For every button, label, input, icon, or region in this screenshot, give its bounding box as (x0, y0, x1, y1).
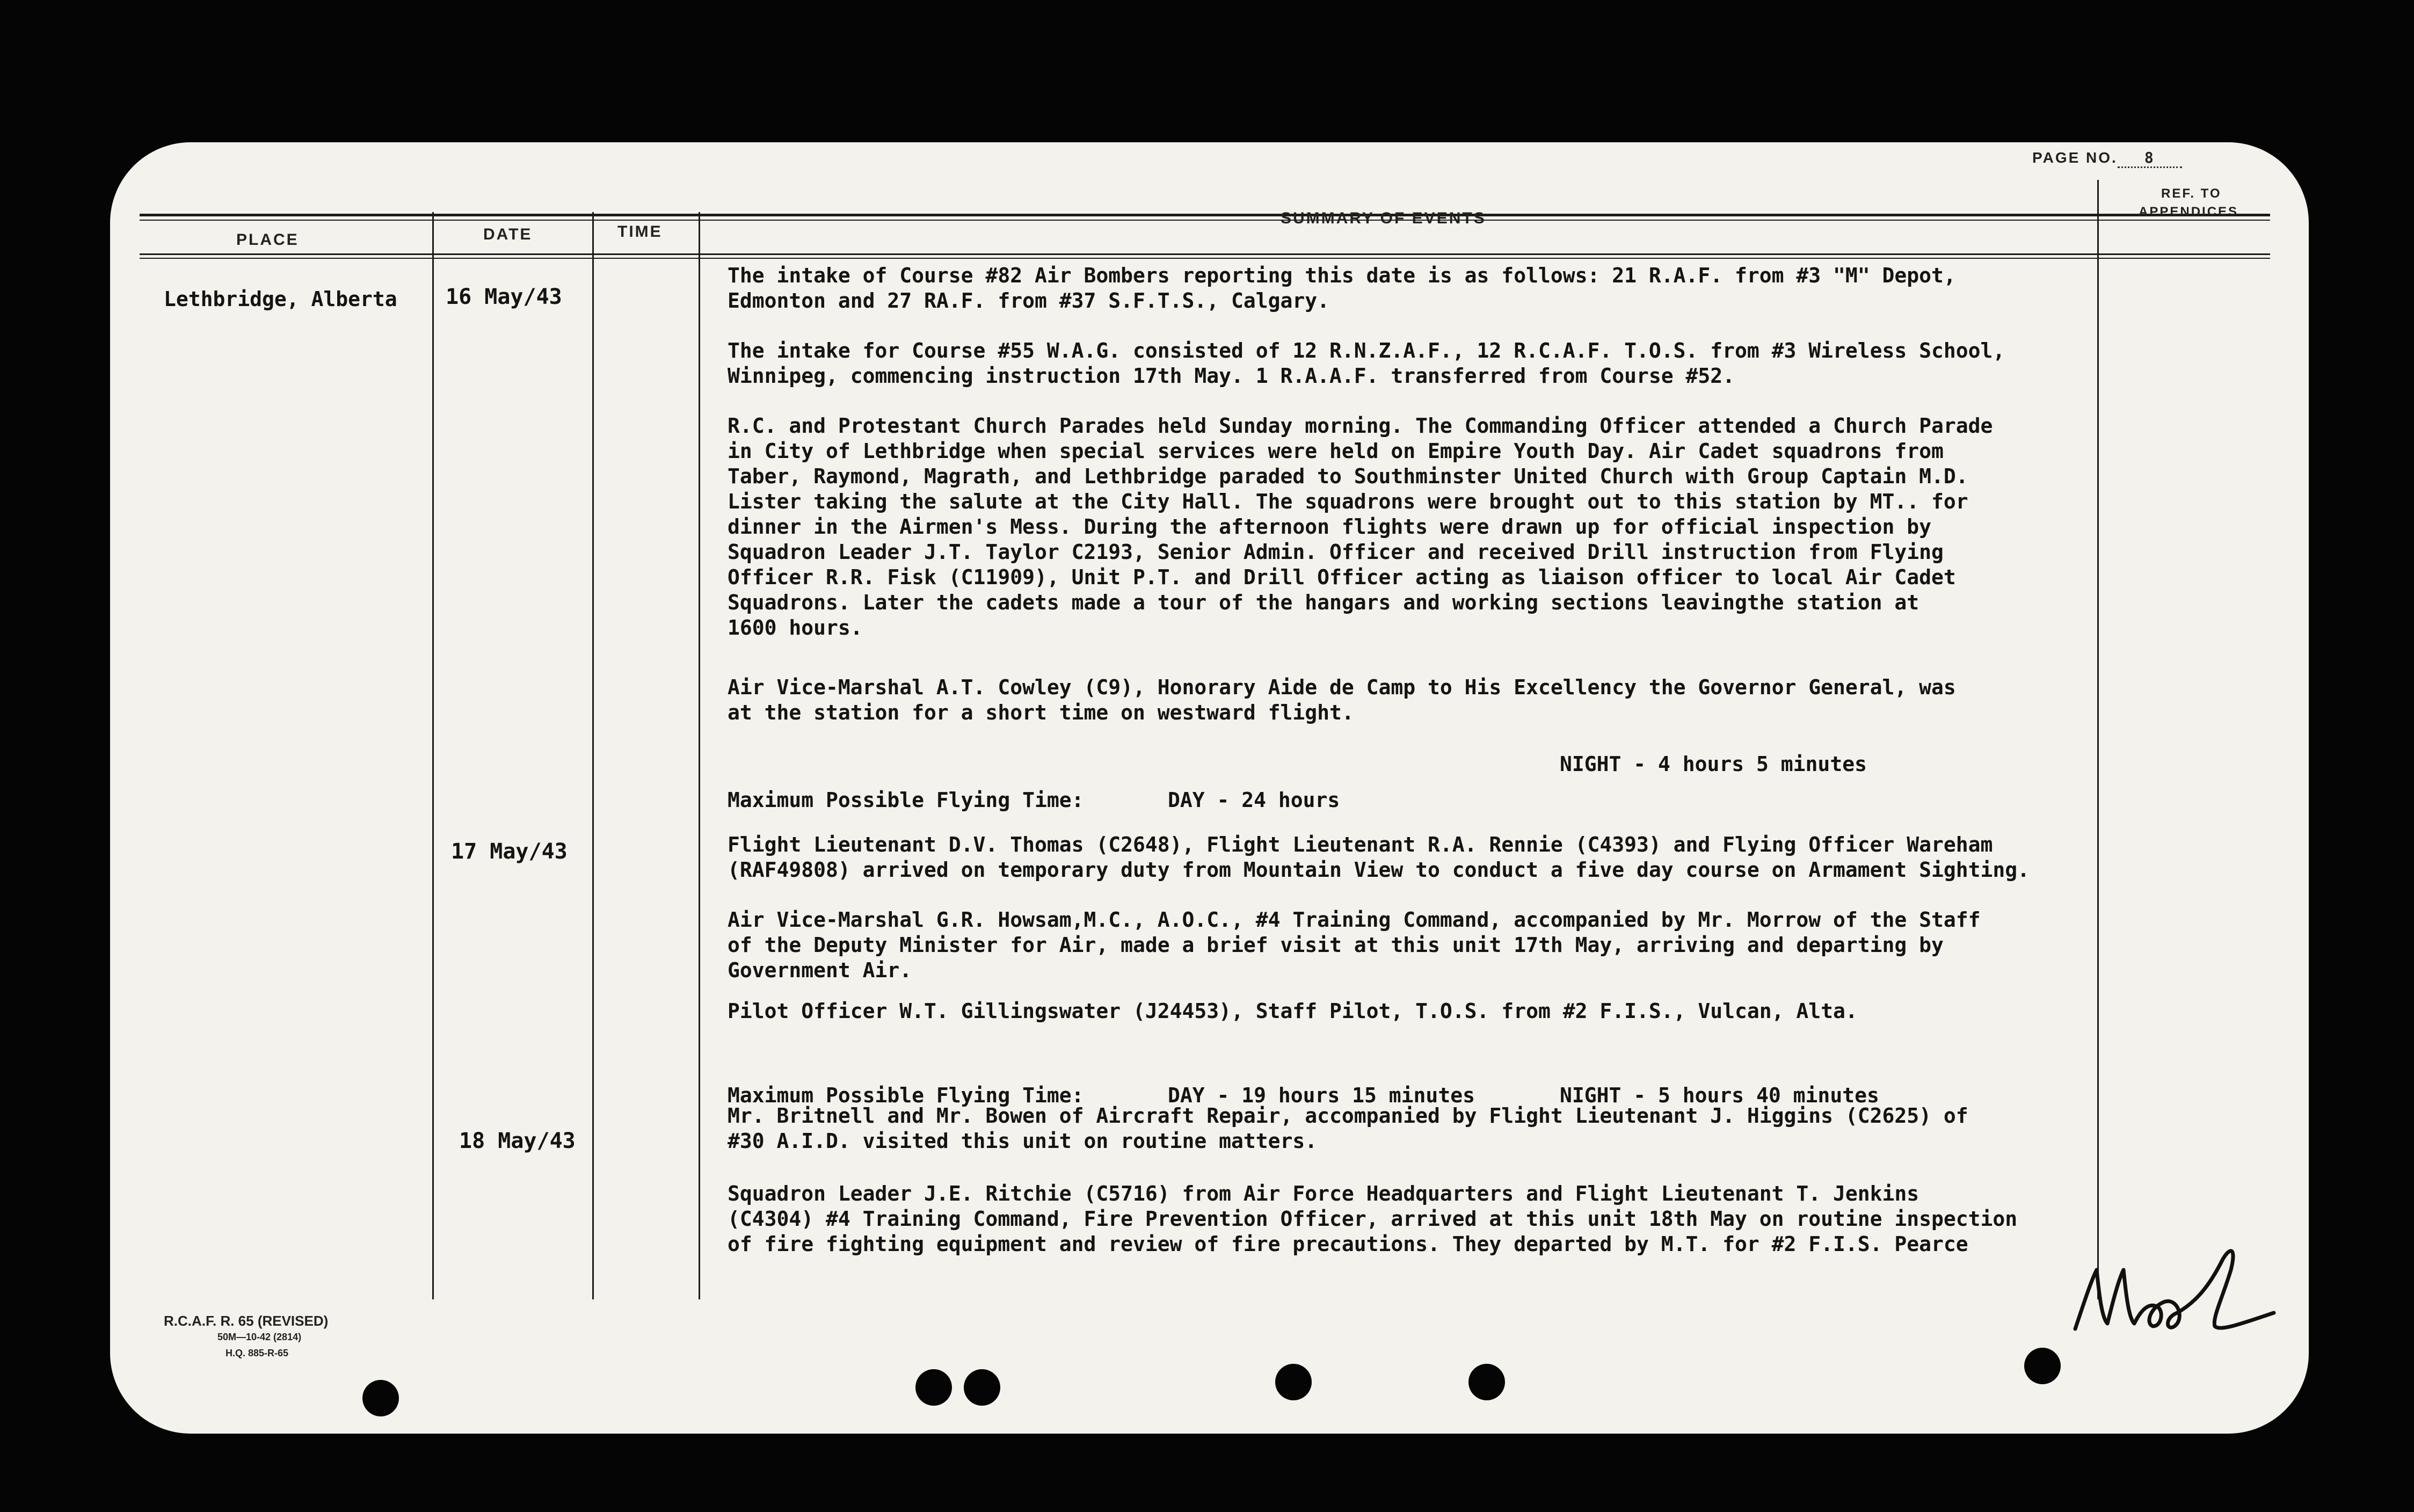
footer-form-number: R.C.A.F. R. 65 (REVISED) (164, 1313, 329, 1329)
time-summary-separator (699, 212, 700, 1299)
flying-time-label: Maximum Possible Flying Time: (728, 788, 1084, 812)
date-time-separator (592, 212, 594, 1299)
date-cell: 16 May/43 (446, 285, 562, 309)
footer-print-line: 50M—10-42 (2814) (217, 1332, 302, 1342)
event-entry: Air Vice-Marshal A.T. Cowley (C9), Honorary Aide de Camp to His Excellency the Governor General, was at the station for a short time on westward flight. (728, 675, 1956, 724)
form-card (110, 142, 2309, 1434)
header-bottom-rule (140, 253, 2270, 255)
footer-hq-line: H.Q. 885-R-65 (226, 1348, 289, 1358)
date-cell: 17 May/43 (451, 839, 568, 864)
binder-hole (2024, 1348, 2061, 1384)
flying-time-day: DAY - 19 hours 15 minutes (1168, 1084, 1475, 1107)
event-entry: Squadron Leader J.E. Ritchie (C5716) from Air Force Headquarters and Flight Lieutenant T. Jenkins (C4304) #4 Training Command, Fire Prevention Officer, arrived at this unit 18th May on routine inspection of fire fighting equipment and review of fire precautions. They departed by M.T. for #2 F.I.S. Pearce (728, 1182, 2018, 1256)
handwritten-initials (2070, 1238, 2295, 1345)
event-entry: R.C. and Protestant Church Parades held Sunday morning. The Commanding Officer attended a Church Parade in City of Lethbridge when special services were held on Empire Youth Day. Air Cadet squadrons from Taber, Raymond, Magrath, and Lethbridge paraded to Southminster United Church with Group Captain M.D. Lister taking the salute at the City Hall. The squadrons were brought out to this station by MT.. for dinner in the Airmen's Mess. During the afternoon flights were drawn up for official inspection by Squadron Leader J.T. Taylor C2193, Senior Admin. Officer and received Drill instruction from Flying Officer R.R. Fisk (C11909), Unit P.T. and Drill Officer acting as liaison officer to local Air Cadet Squadrons. Later the cadets made a tour of the hangars and working sections leavingthe station at 1600 hours. (728, 414, 1993, 639)
page-number (2032, 149, 2182, 168)
flying-time-row (728, 1058, 2231, 1108)
page-number-label: PAGE NO. (2032, 149, 2118, 166)
date-cell: 18 May/43 (459, 1129, 576, 1153)
flying-time-night: NIGHT - 5 hours 40 minutes (1560, 1084, 1879, 1107)
flying-time-label: Maximum Possible Flying Time: (728, 1084, 1084, 1107)
binder-hole (915, 1369, 952, 1406)
binder-hole (1275, 1364, 1312, 1400)
column-date: DATE (483, 226, 533, 243)
header-bottom-rule-double (140, 258, 2270, 259)
event-entry: The intake for Course #55 W.A.G. consisted of 12 R.N.Z.A.F., 12 R.C.A.F. T.O.S. from #3 Wireless School, Winnipeg, commencing instruction 17th May. 1 R.A.A.F. transferred from Course #52. (728, 339, 2005, 388)
column-ref-line2: APPENDICES (2139, 205, 2239, 219)
event-entry: Flight Lieutenant D.V. Thomas (C2648), Flight Lieutenant R.A. Rennie (C4393) and Flying Officer Wareham (RAF49808) arrived on temporary duty from Mountain View to conduct a five day course on Armament Sighting. (728, 833, 2030, 882)
binder-hole (362, 1380, 399, 1416)
column-summary: SUMMARY OF EVENTS (1281, 209, 1486, 227)
event-entry: Mr. Britnell and Mr. Bowen of Aircraft Repair, accompanied by Flight Lieutenant J. Higgins (C2625) of #30 A.I.D. visited this unit on routine matters. (728, 1104, 1968, 1153)
header-top-rule (140, 214, 2270, 216)
place-date-separator (432, 212, 434, 1299)
binder-hole (1468, 1364, 1505, 1400)
place-cell: Lethbridge, Alberta (164, 287, 397, 311)
column-time: TIME (617, 223, 663, 241)
binder-hole (964, 1369, 1000, 1406)
event-entry: Pilot Officer W.T. Gillingswater (J24453), Staff Pilot, T.O.S. from #2 F.I.S., Vulcan, Alta. (728, 999, 1858, 1023)
event-entry: The intake of Course #82 Air Bombers reporting this date is as follows: 21 R.A.F. from #3 "M" Depot, Edmonton and 27 RA.F. from #37 S.F.T.S., Calgary. (728, 264, 1956, 312)
flying-time-row (728, 752, 2231, 813)
event-entry: Air Vice-Marshal G.R. Howsam,M.C., A.O.C., #4 Training Command, accompanied by Mr. Morrow of the Staff of the Deputy Minister for Air, made a brief visit at this unit 17th May, arriving and departing by Government Air. (728, 908, 1981, 982)
page-number-value: 8 (2118, 149, 2182, 168)
column-place: PLACE (236, 231, 299, 249)
flying-time-night: NIGHT - 4 hours 5 minutes (1560, 752, 1867, 776)
header-second-rule (140, 220, 2270, 221)
column-ref-line1: REF. TO (2161, 186, 2222, 201)
flying-time-day: DAY - 24 hours (1168, 788, 1340, 812)
